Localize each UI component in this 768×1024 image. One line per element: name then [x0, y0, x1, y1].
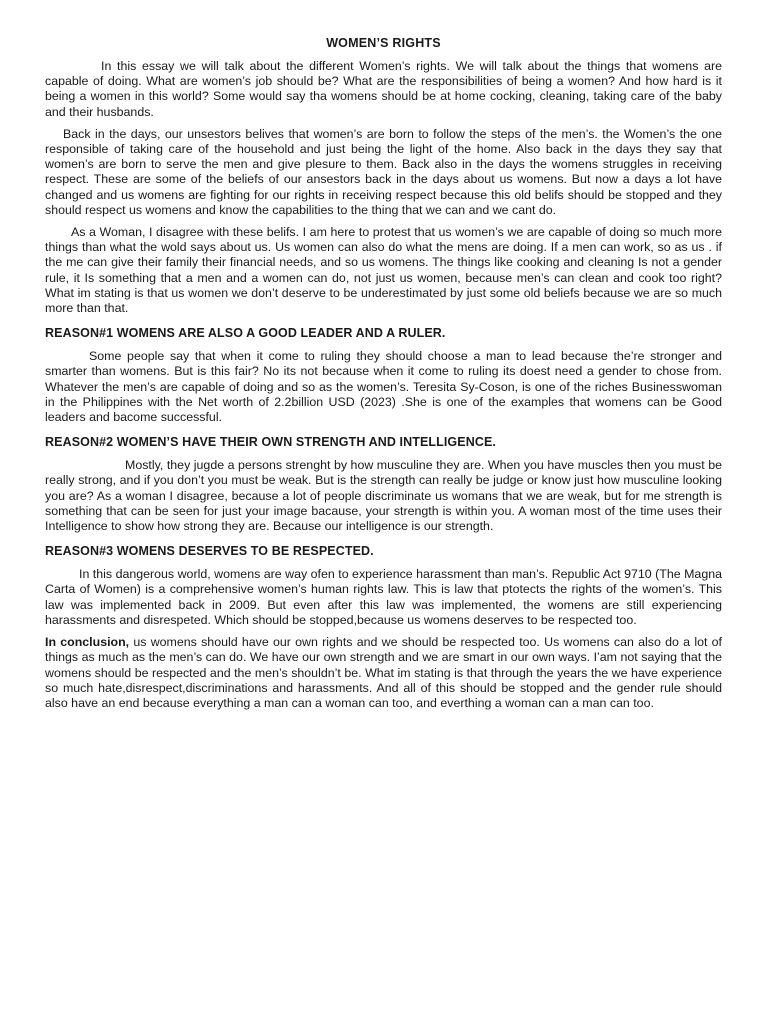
essay-title: WOMEN’S RIGHTS — [326, 36, 441, 50]
reason-1-paragraph: Some people say that when it come to ruling they should choose a man to lead because the’re stronger and smarter than womens. But is this fair? No its not because when it come to ruling its doest need a gender to chose from. Whatever the men’s are capable of doing and so as the women’s. Teresita Sy-Coson, is one of the riches Businesswoman in the Philippines with the Net worth of 2.2billion USD (2023) .She is one of the examples that womens can be Good leaders and bacome successful. — [45, 349, 722, 425]
conclusion-body: us womens should have our own rights and we should be respected too. Us womens can also do a lot of things as much as the men’s can do. We have our own strength and we are smart in our own ways. I’am not saying that the womens should be respected and the men’s shouldn’t be. What im stating is that through the years the we have experience so much hate,disrespect,discriminations and harassments. And all of this should be stopped and the gender rule should also have an end because everything a man can a woman can too, and everthing a woman can a man can too. — [45, 635, 722, 710]
intro-paragraph: In this essay we will talk about the different Women’s rights. We will talk about the things that womens are capable of doing. What are women’s job should be? What are the responsibilities of being a women? And how hard is it being a women in this world? Some would say tha womens should be at home cocking, cleaning, taking care of the baby and their husbands. — [45, 59, 722, 119]
conclusion-lead: In conclusion, — [45, 635, 130, 650]
reason-3-paragraph: In this dangerous world, womens are way ofen to experience harassment than man’s. Republic Act 9710 (The Magna Carta of Women) is a comprehensive women’s human rights law. This is law that ptotects the rights of the women’s. This law was implemented back in 2009. But even after this law was implemented, the womens are still experiencing harassments and disrespeted. Which should be stopped,because us womens deserves to be respected too. — [45, 567, 722, 627]
reason-2-heading: REASON#2 WOMEN’S HAVE THEIR OWN STRENGTH AND INTELLIGENCE. — [45, 435, 496, 450]
reason-1-heading: REASON#1 WOMENS ARE ALSO A GOOD LEADER AND A RULER. — [45, 326, 446, 341]
reason-3-heading: REASON#3 WOMENS DESERVES TO BE RESPECTED. — [45, 544, 374, 559]
reason-2-paragraph: Mostly, they jugde a persons strenght by how musculine they are. When you have muscles then you must be really strong, and if you don’t you must be weak. But is the strength can really be judge or know just how musculine looking you are? As a woman I disagree, because a lot of people discriminate us womans that we are weak, but for me strength is something that can be seen for just your image bacause, your strength is within you. A woman most of the time uses their Intelligence to show how strong they are. Because our intelligence is our strength. — [45, 458, 722, 534]
background-paragraph: Back in the days, our unsestors belives that women’s are born to follow the steps of the men’s. the Women’s the one responsible of taking care of the household and just being the light of the home. Also back in the days they say that women’s are born to serve the men and give plesure to them. Back also in the days the womens struggles in receiving respect. These are some of the beliefs of our ansestors back in the days about us womens. But now a days a lot have changed and us womens are fighting for our rights in receiving respect because this old belifs should be stopped and they should respect us womens and know the capabilities to the thing that we can and we cant do. — [45, 126, 722, 217]
conclusion-paragraph — [45, 635, 722, 711]
essay-page — [45, 36, 722, 718]
position-paragraph: As a Woman, I disagree with these belifs. I am here to protest that us women’s we are capable of doing so much more things than what the wold says about us. Us women can also do what the mens are doing. If a men can work, so as us . if the me can give their family their financial needs, and so us womens. The things like cooking and cleaning Is not a gender rule, it Is something that a men and a women can do, not just us women, because men’s can clean and cook too right? What im stating is that us women we don’t deserve to be underestimated by just some old beliefs because we are so much more than that. — [45, 225, 722, 316]
